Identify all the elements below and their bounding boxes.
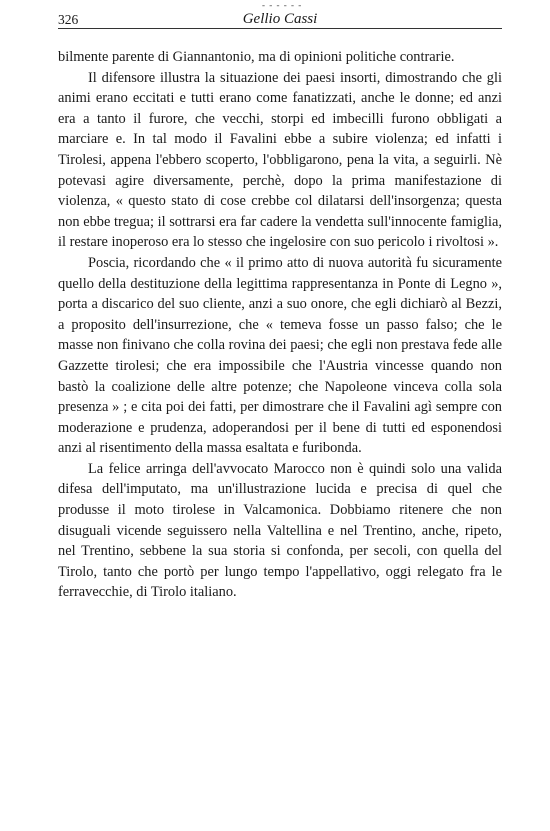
- paragraph-poscia: Poscia, ricordando che « il primo atto di nuova autorità fu sicuramente quello della destituzione della legittima rappresentanza in Ponte di Legno », porta a discarico del suo cliente, anzi a suo onore, che egli dichiarò al Bezzi, a proposito dell'insurrezione, che « temeva fosse un passo falso; che le masse non finivano che colla rovina dei paesi; che egli non prestava fede alle Gazzette tirolesi; che era impossibile che l'Austria vincesse quando non bastò la coalizione delle altre potenze; che Napoleone vinceva colla sola presenza » ; e cita poi dei fatti, per dimostrare che il Favalini agì sempre con moderazione e prudenza, adoperandosi per il bene di tutti ed esponendosi anzi al risentimento della massa esaltata e furibonda.: [58, 254, 502, 457]
- page-number: 326: [58, 12, 79, 27]
- header-rule: [58, 28, 502, 29]
- paragraph-continuation: bilmente parente di Giannantonio, ma di opinioni politiche contrarie.: [58, 49, 455, 65]
- running-title: Gellio Cassi: [242, 11, 318, 27]
- paragraph-arringa: La felice arringa dell'avvocato Marocco non è quindi solo una valida difesa dell'imputato, ma un'illustrazione lucida e precisa di quel che produsse il moto tirolese in Valcamonica. Dobbiamo ritenere che non disuguali vicende seguissero nella Valtellina e nel Trentino, anche, ripeto, nel Trentino, sebbene la sua storia si confonda, per secoli, con quella del Tirolo, tanto che portò per lungo tempo l'appellativo, oggi relegato fra le ferravecchie, di Tirolo italiano.: [58, 460, 502, 601]
- paragraph-difensore: Il difensore illustra la situazione dei paesi insorti, dimostrando che gli animi erano eccitati e tutti erano come fanatizzati, anche le donne; ed anzi era a tanto il furore, che vecchi, storpi ed imbecilli furono obbligati a marciare e. In tal modo il Favalini ebbe a subire violenza; ed infatti i Tirolesi, appena l'ebbero scoperto, l'obbligarono, pena la vita, a seguirli. Nè potevasi agire diversamente, perchè, dopo la prima manifestazione di violenza, « questo stato di cose crebbe col dilatarsi dell'insorgenza; questa non ebbe tregua; il sottrarsi era far cadere la vendetta sull'innocente famiglia, il restare inoperoso era lo stesso che ingelosire con suo pericolo i rivoltosi ».: [58, 69, 502, 251]
- top-marks: - - - - - -: [262, 0, 303, 10]
- page-header: [58, 8, 502, 34]
- body-text: [58, 47, 502, 603]
